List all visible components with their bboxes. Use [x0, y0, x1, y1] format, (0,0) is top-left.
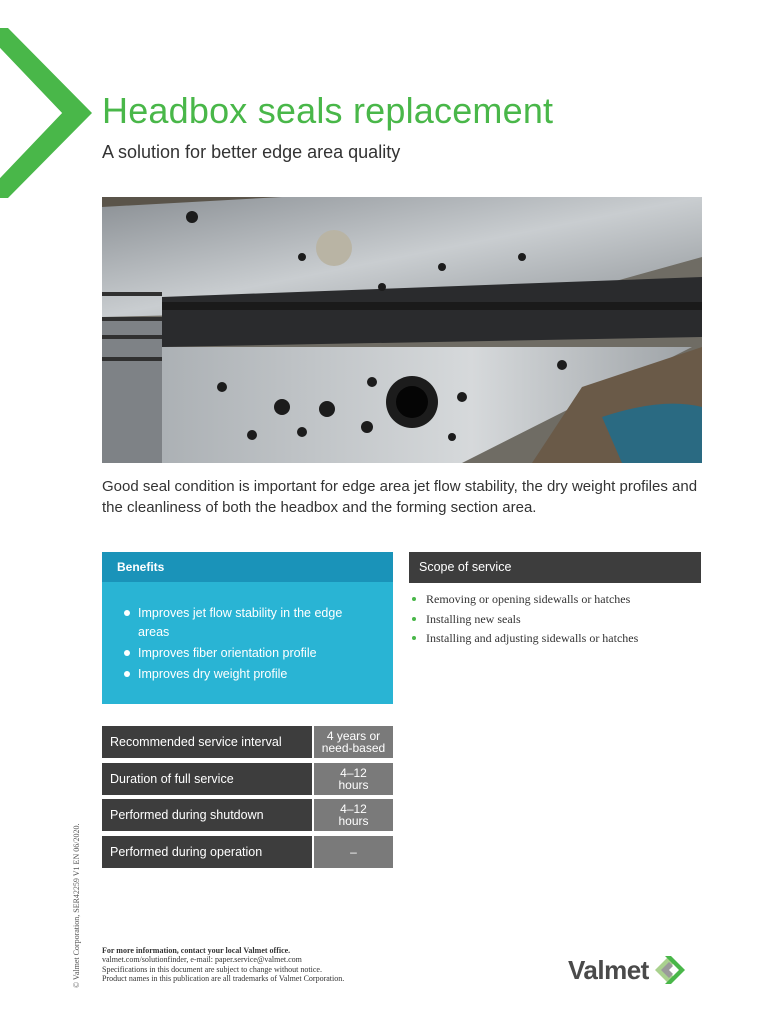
chevron-brand-mark: [0, 28, 92, 198]
service-label: Performed during shutdown: [102, 799, 312, 831]
table-row: [102, 836, 393, 868]
headbox-seal-photo: [102, 197, 702, 463]
service-label: Recommended service interval: [102, 726, 312, 758]
scope-heading: Scope of service: [409, 552, 701, 583]
service-value: –: [314, 836, 393, 868]
footer: [102, 946, 502, 983]
logo-wordmark: Valmet: [568, 954, 649, 985]
service-label: Performed during operation: [102, 836, 312, 868]
page-title: Headbox seals replacement: [102, 90, 554, 131]
list-item: Improves jet flow stability in the edge areas: [124, 604, 373, 642]
intro-paragraph: Good seal condition is important for edge area jet flow stability, the dry weight profiles and the cleanliness of both the headbox and the forming section area.: [102, 478, 698, 516]
page-subtitle: A solution for better edge area quality: [102, 142, 401, 162]
footer-contact: For more information, contact your local Valmet office.: [102, 946, 291, 955]
footer-disclaimer: Specifications in this document are subject to change without notice.: [102, 964, 322, 974]
footer-links: valmet.com/solutionfinder, e-mail: paper.service@valmet.com: [102, 955, 302, 965]
table-row: [102, 726, 393, 758]
service-table: [102, 726, 393, 872]
footer-trademarks: Product names in this publication are all trademarks of Valmet Corporation.: [102, 973, 345, 983]
valmet-diamond-icon: [651, 952, 687, 988]
service-value: 4–12 hours: [314, 799, 393, 831]
benefits-list: [102, 582, 393, 684]
service-label: Duration of full service: [102, 763, 312, 795]
benefits-panel: [102, 552, 393, 704]
benefits-heading: Benefits: [102, 552, 393, 582]
list-item: Improves fiber orientation profile: [124, 644, 373, 663]
list-item: Installing and adjusting sidewalls or hatches: [411, 629, 701, 649]
list-item: Improves dry weight profile: [124, 665, 373, 684]
service-value: 4 years or need-based: [314, 726, 393, 758]
table-row: [102, 799, 393, 831]
table-row: [102, 763, 393, 795]
list-item: Installing new seals: [411, 610, 701, 630]
list-item: Removing or opening sidewalls or hatches: [411, 590, 701, 610]
valmet-logo: [568, 952, 687, 988]
scope-list: [411, 590, 701, 649]
service-value: 4–12 hours: [314, 763, 393, 795]
copyright-note: © Valmet Corporation, SER42259 V1 EN 06/2020.: [72, 823, 81, 988]
